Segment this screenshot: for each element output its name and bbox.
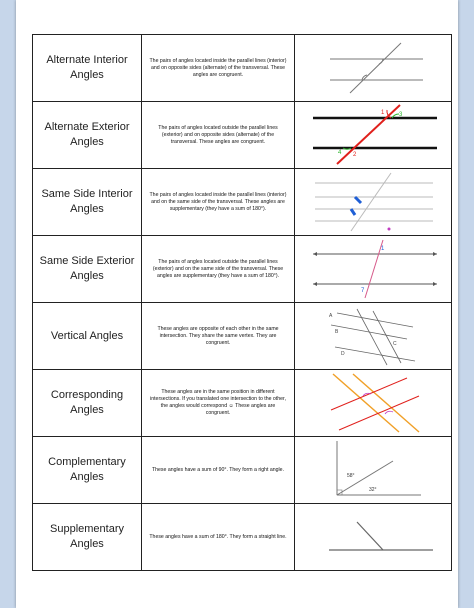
alternate-exterior-diagram [295, 102, 452, 169]
term-cell: Vertical Angles [33, 303, 142, 370]
document-page [16, 0, 458, 608]
definition-cell: The pairs of angles located inside the parallel lines (interior) and on the same side of the transversal. These angles are supplementary (they have a sum of 180°). [142, 169, 295, 236]
table-row [33, 35, 452, 102]
point-label: A [329, 313, 333, 319]
definition-cell: These angles have a sum of 180°. They form a straight line. [142, 504, 295, 571]
angle-label: 1 [381, 110, 385, 116]
complementary-angles-diagram [295, 437, 452, 504]
term-cell: Alternate Interior Angles [33, 35, 142, 102]
table-row [33, 102, 452, 169]
term-cell: Same Side Interior Angles [33, 169, 142, 236]
point-label: D [341, 351, 345, 357]
angle-label: 32° [369, 487, 377, 493]
term-cell: Supplementary Angles [33, 504, 142, 571]
angle-label: 58° [347, 473, 355, 479]
table-row [33, 437, 452, 504]
term-cell: Corresponding Angles [33, 370, 142, 437]
definition-cell: These angles have a sum of 90°. They form a right angle. [142, 437, 295, 504]
point-label: B [335, 329, 339, 335]
same-side-interior-diagram [295, 169, 452, 236]
angle-label: 7 [361, 288, 365, 294]
vertical-angles-diagram [295, 303, 452, 370]
angle-label: 2 [353, 152, 357, 158]
term-cell: Same Side Exterior Angles [33, 236, 142, 303]
table-row [33, 169, 452, 236]
angle-label: 1 [381, 246, 385, 252]
table-row [33, 303, 452, 370]
table-row [33, 236, 452, 303]
point-label: C [393, 341, 397, 347]
definition-cell: These angles are in the same position in different intersections. If you translated one intersection to the other, the angles would correspond ☺ These angles are congruent. [142, 370, 295, 437]
table-row [33, 504, 452, 571]
definition-cell: The pairs of angles located inside the parallel lines (interior) and on opposite sides (alternate) of the transversal. These angles are congruent. [142, 35, 295, 102]
alternate-interior-diagram [295, 35, 452, 102]
definition-cell: The pairs of angles located outside the parallel lines (exterior) and on opposite sides (alternate) of the transversal. These angles are congruent. [142, 102, 295, 169]
angles-table [32, 34, 452, 571]
angle-label: 4 [338, 150, 342, 156]
supplementary-angles-diagram [295, 504, 452, 571]
term-cell: Alternate Exterior Angles [33, 102, 142, 169]
term-cell: Complementary Angles [33, 437, 142, 504]
definition-cell: The pairs of angles located outside the parallel lines (exterior) and on the same side of the transversal. These angles are supplementary (they have a sum of 180°). [142, 236, 295, 303]
angle-label: 3 [399, 112, 403, 118]
same-side-exterior-diagram [295, 236, 452, 303]
table-row [33, 370, 452, 437]
corresponding-angles-diagram [295, 370, 452, 437]
definition-cell: These angles are opposite of each other in the same intersection. They share the same vertex. They are congruent. [142, 303, 295, 370]
